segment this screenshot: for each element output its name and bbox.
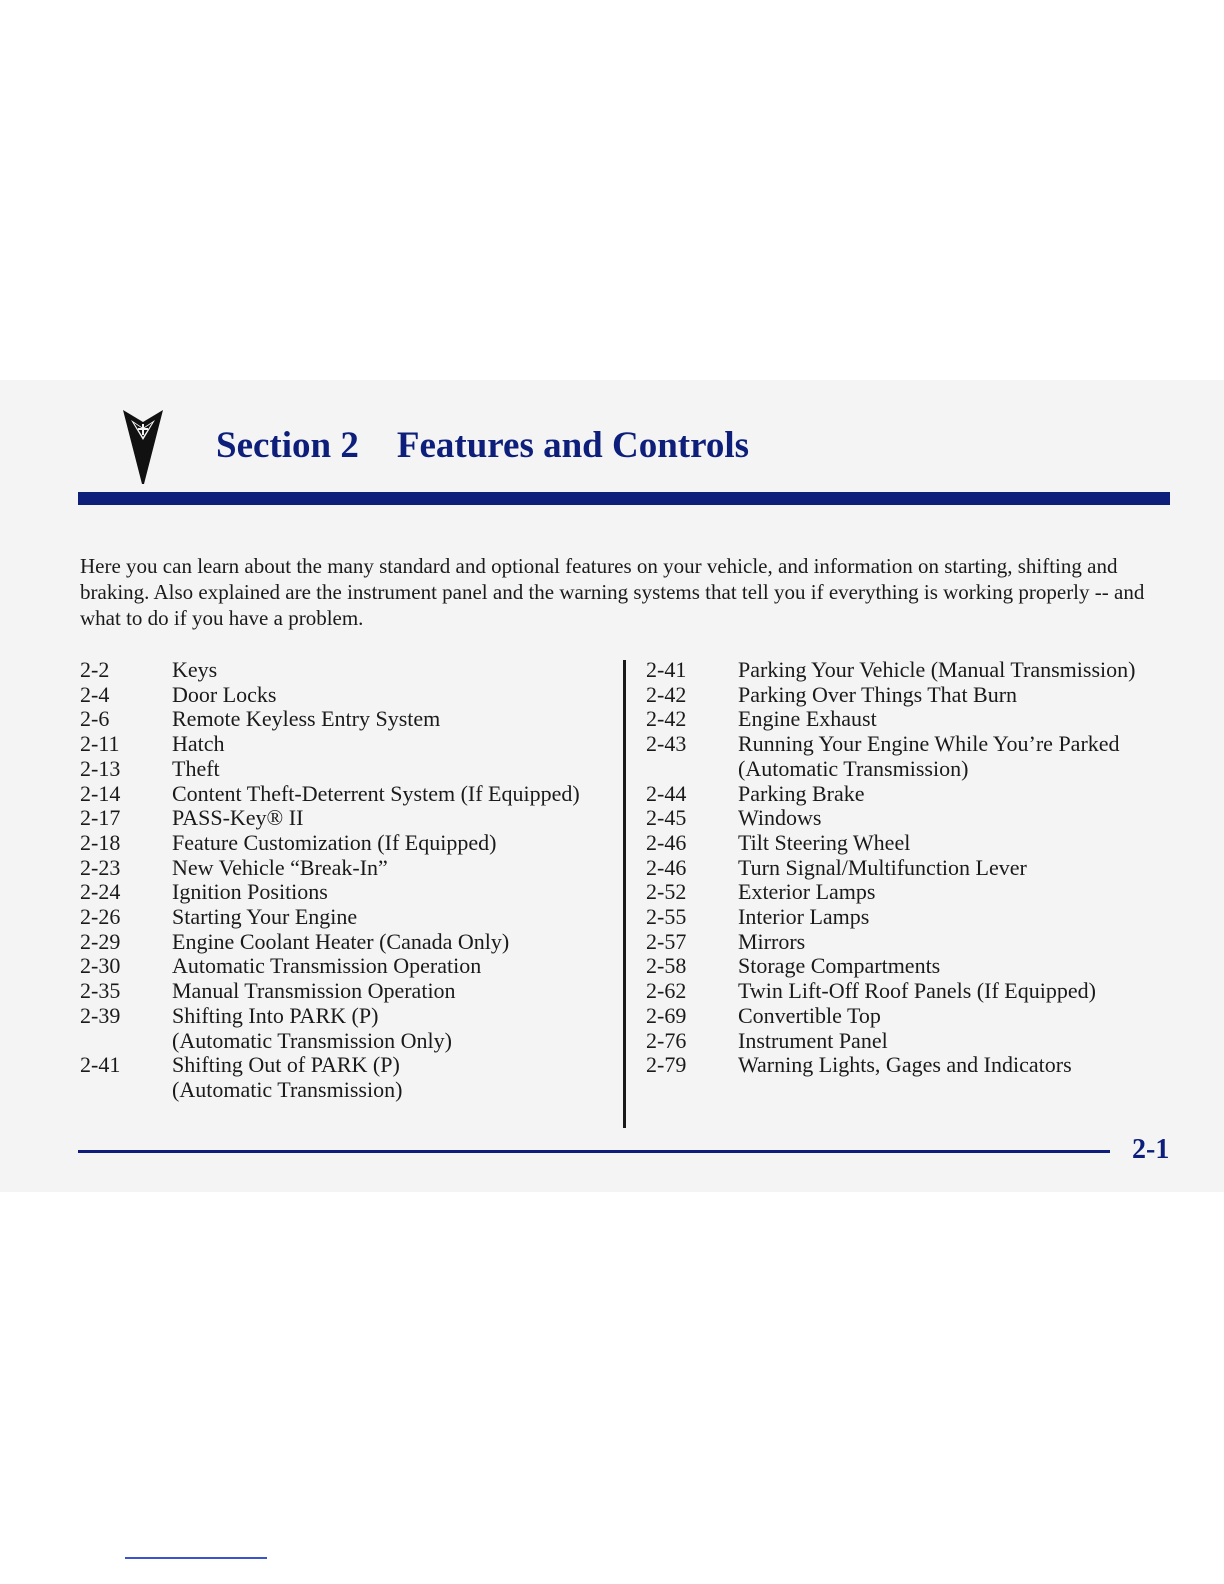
toc-entry-title-block	[172, 930, 509, 955]
toc-page-number: 2-30	[80, 953, 121, 979]
toc-entry-title-block	[172, 683, 276, 708]
toc-page-number: 2-41	[80, 1052, 121, 1078]
toc-entry-title: Mirrors	[738, 928, 806, 954]
toc-entry-title-block	[738, 707, 877, 732]
toc-entry-title: Engine Coolant Heater (Canada Only)	[172, 928, 510, 954]
toc-entry	[646, 905, 1135, 930]
toc-entry-title: Content Theft-Deterrent System (If Equipped)	[172, 780, 580, 806]
column-divider	[623, 660, 626, 1128]
toc-page-number: 2-52	[646, 879, 687, 905]
toc-page-number: 2-39	[80, 1002, 121, 1028]
toc-entry-title: Door Locks	[172, 681, 277, 707]
toc-entry-title: Warning Lights, Gages and Indicators	[738, 1052, 1072, 1078]
toc-entry-title-block	[172, 782, 580, 807]
toc-page-number: 2-43	[646, 731, 687, 757]
toc-entry	[80, 979, 580, 1004]
footer-rule	[78, 1150, 1110, 1153]
toc-entry-title: Feature Customization (If Equipped)	[172, 829, 497, 855]
toc-page-number: 2-45	[646, 805, 687, 831]
toc-entry-title-block	[738, 954, 940, 979]
toc-entry-title: Manual Transmission Operation	[172, 978, 456, 1004]
toc-entry-title-block	[738, 831, 910, 856]
toc-page-number: 2-44	[646, 780, 687, 806]
toc-entry	[80, 782, 580, 807]
toc-entry	[646, 1053, 1135, 1078]
toc-page-number: 2-79	[646, 1052, 687, 1078]
toc-page-number: 2-35	[80, 978, 121, 1004]
toc-entry-title-block	[738, 880, 875, 905]
toc-entry-title: Starting Your Engine	[172, 904, 358, 930]
toc-page-number: 2-57	[646, 928, 687, 954]
toc-entry-title-block	[738, 683, 1017, 708]
toc-entry-title-block	[172, 1004, 452, 1053]
section-title	[216, 424, 749, 467]
toc-entry-title-block	[172, 905, 357, 930]
toc-entry-title-block	[172, 1053, 402, 1102]
toc-page-number: 2-24	[80, 879, 121, 905]
toc-entry-title: Windows	[738, 805, 822, 831]
toc-entry-title-continued: (Automatic Transmission)	[738, 755, 969, 781]
toc-page-number: 2-42	[646, 681, 687, 707]
toc-page-number: 2-18	[80, 829, 121, 855]
toc-page-number: 2-26	[80, 904, 121, 930]
toc-entry-title-block	[738, 732, 1120, 781]
toc-page-number: 2-11	[80, 731, 120, 757]
toc-entry-title-block	[172, 979, 456, 1004]
toc-entry-title-block	[738, 905, 869, 930]
header-rule	[78, 492, 1170, 505]
toc-entry-title: Turn Signal/Multifunction Lever	[738, 854, 1027, 880]
toc-entry-title: Parking Over Things That Burn	[738, 681, 1018, 707]
toc-entry-title: PASS-Key® II	[172, 805, 304, 831]
toc-entry-title: Twin Lift-Off Roof Panels (If Equipped)	[738, 978, 1096, 1004]
toc-entry-title-block	[738, 1053, 1072, 1078]
toc-entry-title: Remote Keyless Entry System	[172, 706, 441, 732]
toc-entry-title: Keys	[172, 657, 218, 682]
toc-page-number: 2-2	[80, 657, 110, 682]
toc-right-column	[646, 658, 1135, 1078]
toc-entry	[80, 930, 580, 955]
toc-entry	[646, 1029, 1135, 1054]
toc-entry-title: Parking Your Vehicle (Manual Transmission)	[738, 657, 1136, 682]
section-heading: Features and Controls	[396, 425, 750, 466]
toc-entry-title-block	[172, 806, 303, 831]
toc-entry	[646, 683, 1135, 708]
toc-entry-title: Interior Lamps	[738, 904, 870, 930]
toc-entry-title-block	[172, 658, 217, 683]
toc-entry-title: Storage Compartments	[738, 953, 941, 979]
toc-entry-title: Parking Brake	[738, 780, 865, 806]
toc-entry	[646, 930, 1135, 955]
toc-entry	[646, 1004, 1135, 1029]
page-number: 2-1	[1132, 1134, 1170, 1165]
toc-entry-title-block	[172, 732, 225, 757]
toc-entry-title: Exterior Lamps	[738, 879, 876, 905]
toc-entry-title: Running Your Engine While You’re Parked	[738, 731, 1120, 757]
toc-entry	[80, 806, 580, 831]
toc-entry	[80, 880, 580, 905]
toc-page-number: 2-41	[646, 657, 687, 682]
toc-page-number: 2-62	[646, 978, 687, 1004]
toc-entry	[646, 806, 1135, 831]
toc-entry-title: Instrument Panel	[738, 1027, 888, 1053]
toc-entry-title: Automatic Transmission Operation	[172, 953, 482, 979]
toc-entry-title-block	[738, 979, 1096, 1004]
toc-entry-title-block	[172, 707, 440, 732]
toc-entry-title-block	[172, 831, 496, 856]
toc-page-number: 2-29	[80, 928, 121, 954]
toc-entry-title: Theft	[172, 755, 220, 781]
toc-page-number: 2-55	[646, 904, 687, 930]
toc-page-number: 2-42	[646, 706, 687, 732]
toc-entry	[80, 954, 580, 979]
toc-page-number: 2-14	[80, 780, 121, 806]
toc-entry-title: Hatch	[172, 731, 225, 757]
toc-entry	[80, 683, 580, 708]
toc-page-number: 2-17	[80, 805, 121, 831]
toc-entry-title-block	[172, 880, 328, 905]
toc-page-number: 2-46	[646, 854, 687, 880]
toc-entry-title: Ignition Positions	[172, 879, 328, 905]
toc-entry-title-block	[738, 1029, 888, 1054]
toc-entry	[646, 954, 1135, 979]
pontiac-arrowhead-icon	[122, 408, 164, 486]
toc-entry	[80, 757, 580, 782]
toc-entry	[80, 905, 580, 930]
toc-page-number: 2-6	[80, 706, 110, 732]
toc-entry-title-continued: (Automatic Transmission Only)	[172, 1027, 452, 1053]
toc-entry	[80, 1004, 580, 1053]
footnote-rule	[125, 1557, 267, 1559]
toc-entry-title-block	[738, 658, 1135, 683]
section-label: Section 2	[216, 425, 359, 466]
toc-page-number: 2-69	[646, 1002, 687, 1028]
toc-page-number: 2-23	[80, 854, 121, 880]
toc-entry	[646, 856, 1135, 881]
toc-entry	[80, 732, 580, 757]
toc-entry	[646, 880, 1135, 905]
toc-entry	[646, 707, 1135, 732]
toc-entry-title: Shifting Into PARK (P)	[172, 1002, 379, 1028]
toc-entry	[80, 707, 580, 732]
toc-entry-title: Shifting Out of PARK (P)	[172, 1052, 400, 1078]
toc-entry	[646, 831, 1135, 856]
toc-entry	[80, 831, 580, 856]
toc-entry	[80, 658, 580, 683]
toc-entry-title: Convertible Top	[738, 1002, 881, 1028]
toc-page-number: 2-46	[646, 829, 687, 855]
toc-entry	[646, 782, 1135, 807]
toc-entry-title: Tilt Steering Wheel	[738, 829, 911, 855]
toc-entry	[80, 1053, 580, 1102]
intro-paragraph: Here you can learn about the many standard and optional features on your vehicle, and information on starting, shifting and braking. Also explained are the instrument panel and the warning systems that tell you if everything is working properly -- and what to do if you have a problem.	[80, 554, 1145, 630]
toc-entry	[646, 732, 1135, 781]
toc-page-number: 2-13	[80, 755, 121, 781]
toc-page-number: 2-58	[646, 953, 687, 979]
toc-entry-title-block	[738, 1004, 881, 1029]
toc-entry-title: Engine Exhaust	[738, 706, 877, 732]
toc-left-column	[80, 658, 580, 1103]
toc-entry	[80, 856, 580, 881]
toc-entry-title-block	[172, 757, 220, 782]
toc-entry-title: New Vehicle “Break-In”	[172, 854, 388, 880]
toc-entry-title-block	[738, 930, 805, 955]
toc-entry-title-block	[738, 856, 1027, 881]
toc-entry-title-block	[172, 856, 388, 881]
toc-page-number: 2-4	[80, 681, 110, 707]
toc-entry-title-block	[738, 806, 821, 831]
toc-entry-title-continued: (Automatic Transmission)	[172, 1076, 403, 1102]
toc-page-number: 2-76	[646, 1027, 687, 1053]
toc-entry	[646, 979, 1135, 1004]
toc-entry	[646, 658, 1135, 683]
toc-entry-title-block	[172, 954, 481, 979]
toc-entry-title-block	[738, 782, 864, 807]
